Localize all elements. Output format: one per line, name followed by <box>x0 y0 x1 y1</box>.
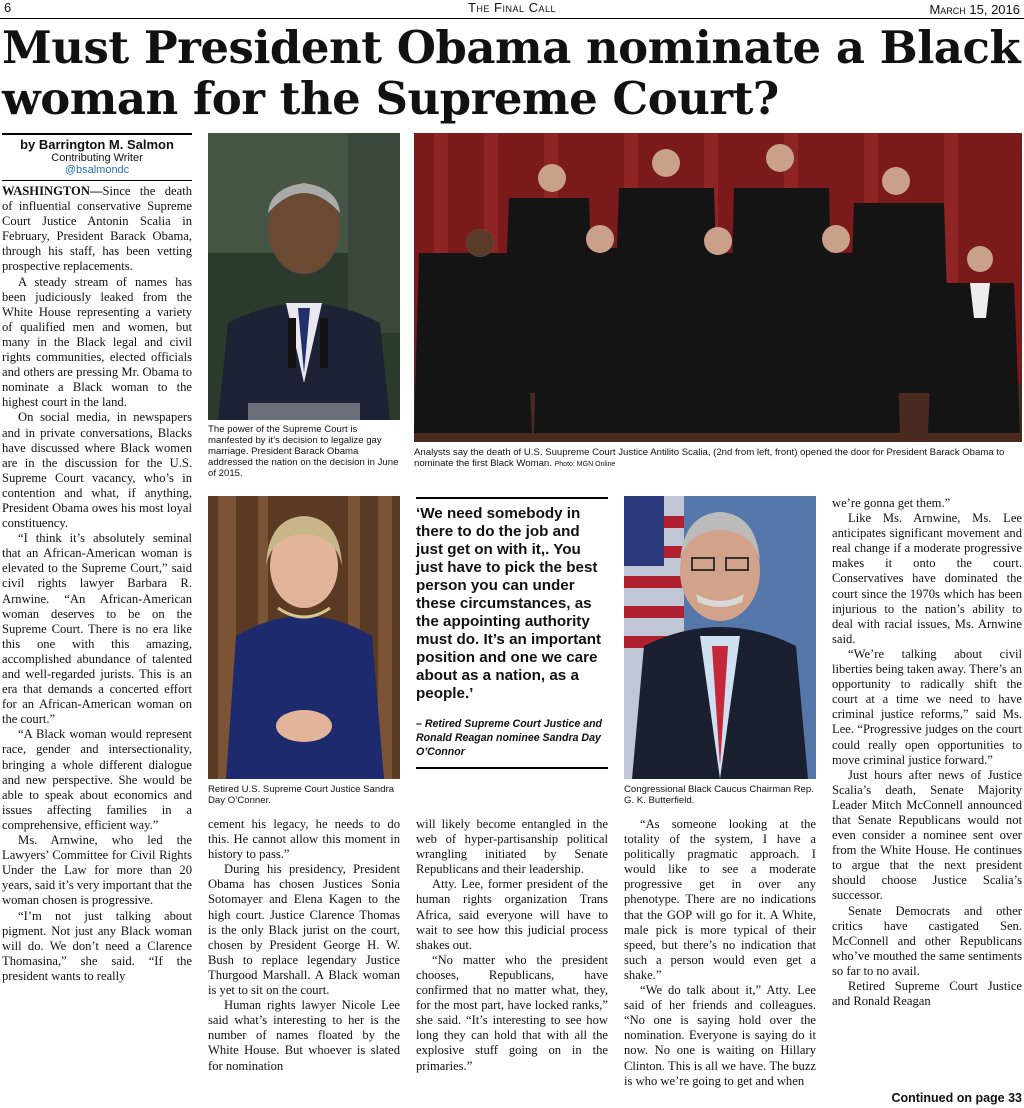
supreme-court-justices-image <box>414 133 1022 442</box>
paragraph: WASHINGTON—Since the death of influential conservative Supreme Court Justice Antonin Scalia in February, President Barack Obama, through his staff, has been vetting prospective replacements. <box>2 184 192 274</box>
oconnor-caption: Retired U.S. Supreme Court Justice Sandra Day O’Conner. <box>208 784 395 806</box>
article-column-5 <box>832 496 1022 1009</box>
photo-credit: Photo: MGN Online <box>554 461 616 468</box>
byline-role: Contributing Writer <box>51 152 143 164</box>
page-number: 6 <box>4 0 12 15</box>
headline: Must President Obama nominate a Black woman for the Supreme Court? <box>2 21 1021 125</box>
paragraph: On social media, in newspapers and in private conversations, Blacks have discussed where Black women are in the discussion for the U.S. Supreme Court vacancy, who’s in contention and what, if anything, President Obama owes his most loyal constituency. <box>2 410 192 531</box>
pull-quote-text: ‘We need somebody in there to do the job and just get on with it,. You just have to pick the best person you can under these circumstances, as the appointing authority must do. It’s an important position and one we care about as a nation, as a people.’ <box>416 505 602 702</box>
byline-rule <box>2 180 192 181</box>
obama-caption: The power of the Supreme Court is manfested by it’s decision to legalize gay marriage. President Barack Obama addressed the nation on the decision in June of 2015. <box>208 424 399 479</box>
obama-portrait-image <box>208 133 400 420</box>
paragraph: will likely become entangled in the web of hyper-partisanship political wrangling initiated by Senate Republicans and their leadership. <box>416 817 608 877</box>
paragraph: “No matter who the president chooses, Republicans, have confirmed that no matter what, they, for the most part, have locked ranks,” she said. “It’s interesting to see how long they can hold that with all the explosive stuff going on in the primaries.” <box>416 952 608 1073</box>
byline-name: by Barrington M. Salmon <box>20 137 174 152</box>
article-column-1 <box>2 184 192 984</box>
court-caption: Analysts say the death of U.S. Suupreme Court Justice Antilito Scalia, (2nd from left, front) opened the door for President Barack Obama to nominate the first Black Woman. Photo: MGN Online <box>414 447 1005 469</box>
oconnor-portrait-image <box>208 496 400 779</box>
butterfield-photo <box>624 496 816 779</box>
paragraph: we’re gonna get them.” <box>832 496 951 510</box>
pull-quote <box>416 497 608 769</box>
paragraph: During his presidency, President Obama has chosen Justices Sonia Sotomayer and Elena Kagen to the high court. Justice Clarence Thomas is the only Black jurist on the court, chosen by President George H. W. Bush to replace legendary Justice Thurgood Marshall. A Black woman is yet to sit on the court. <box>208 862 400 998</box>
continued-link[interactable]: Continued on page 33 <box>891 1091 1022 1105</box>
paragraph: Senate Democrats and other critics have castigated Sen. McConnell and other Republicans who’ve mouthed the same sentiments so far to no avail. <box>832 903 1022 978</box>
publication-name: The Final Call <box>467 0 557 15</box>
paragraph: Retired Supreme Court Justice and Ronald Reagan <box>832 979 1022 1009</box>
paragraph: cement his legacy, he needs to do this. He cannot allow this moment in history to pass.” <box>208 817 400 862</box>
paragraph: “I’m not just talking about pigment. Not just any Black woman will do. We don’t need a Clarence Thomasina,” she said. “If the president wants to really <box>2 908 192 983</box>
butterfield-portrait-image <box>624 496 816 779</box>
article-column-2 <box>208 817 400 1074</box>
byline-handle[interactable]: @bsalmondc <box>64 164 130 176</box>
article-column-4 <box>624 817 816 1089</box>
paragraph: Like Ms. Arnwine, Ms. Lee anticipates significant movement and real change if a moderate progressive makes it onto the court. Conservatives have dominated the court since the 1970s which has been injurious to the nation’s ability to deal with racial issues, Ms. Arnwine said. <box>832 511 1022 646</box>
paragraph: A steady stream of names has been judiciously leaked from the White House representing a variety of qualified men and women, but many in the Black legal and civil rights communities, elected officials and others are pressing Mr. Obama to nominate a Black woman to the highest court in the land. <box>2 274 192 410</box>
page-header <box>0 0 1024 19</box>
paragraph: Just hours after news of Justice Scalia’s death, Senate Majority Leader Mitch McConnell announced that Senate Republicans would not even consider a nominee sent over from the White House. He continues to argue that the next president should choose Justice Scalia’s successor. <box>832 767 1022 903</box>
butterfield-caption: Congressional Black Caucus Chairman Rep. G. K. Butterfield. <box>624 784 814 806</box>
article-column-3 <box>416 817 608 1074</box>
oconnor-photo <box>208 496 400 779</box>
obama-photo <box>208 133 400 420</box>
paragraph: Human rights lawyer Nicole Lee said what’s interesting to her is the number of names floated by the White House. But whoever is slated for nomination <box>208 998 400 1073</box>
paragraph: Atty. Lee, former president of the human rights organization Trans Africa, said everyone will have to wait to see how this judicial process shakes out. <box>416 877 608 952</box>
byline <box>2 133 192 181</box>
paragraph: “We do talk about it,” Atty. Lee said of her friends and colleagues. “No one is saying hold over the nomination. Everyone is saying do it now. No one is waiting on Hillary Clinton. This is all we have. The buzz is who we’re going to get and when <box>624 983 816 1088</box>
paragraph: “A Black woman would represent race, gender and intersectionality, bringing a whole different dialogue and new perspective. She would be able to speak about economics and issues affecting families in a comprehensive, efficient way.” <box>2 727 192 832</box>
paragraph: “We’re talking about civil liberties being taken away. There’s an opportunity to radically shift the court at a time we need to have criminal justice reforms,” said Ms. Lee. “Progressive judges on the court could really open opportunities to move criminal justice forward.” <box>832 646 1022 767</box>
paragraph: “I think it’s absolutely seminal that an African-American woman is elevated to the Supreme Court,” said civil rights lawyer Barbara R. Arnwine. “An African-American woman deserves to be on the Supreme Court. There is no era like this one with this amazing, accomplished abundance of talented and well-regarded jurists. This is an era that demands a concerted effort for an African-American woman on the court.” <box>2 531 192 727</box>
dateline: WASHINGTON— <box>2 184 103 198</box>
paragraph: “As someone looking at the totality of the system, I have a politically pragmatic approach. I would like to see a moderate progressive get in over any phenotype. There are no indications that the GOP will go for it. A White, male pick is more typical of their speed, but there’s no indication that such a person would even get a shake.” <box>624 817 816 982</box>
paragraph: Ms. Arnwine, who led the Lawyers’ Committee for Civil Rights Under the Law for more than 20 years, said it’s very important that the woman chosen is progressive. <box>2 833 192 908</box>
issue-date: March 15, 2016 <box>929 2 1020 17</box>
pull-quote-attribution: – Retired Supreme Court Justice and Ronald Reagan nominee Sandra Day O’Connor <box>416 718 603 758</box>
supreme-court-photo <box>414 133 1022 442</box>
